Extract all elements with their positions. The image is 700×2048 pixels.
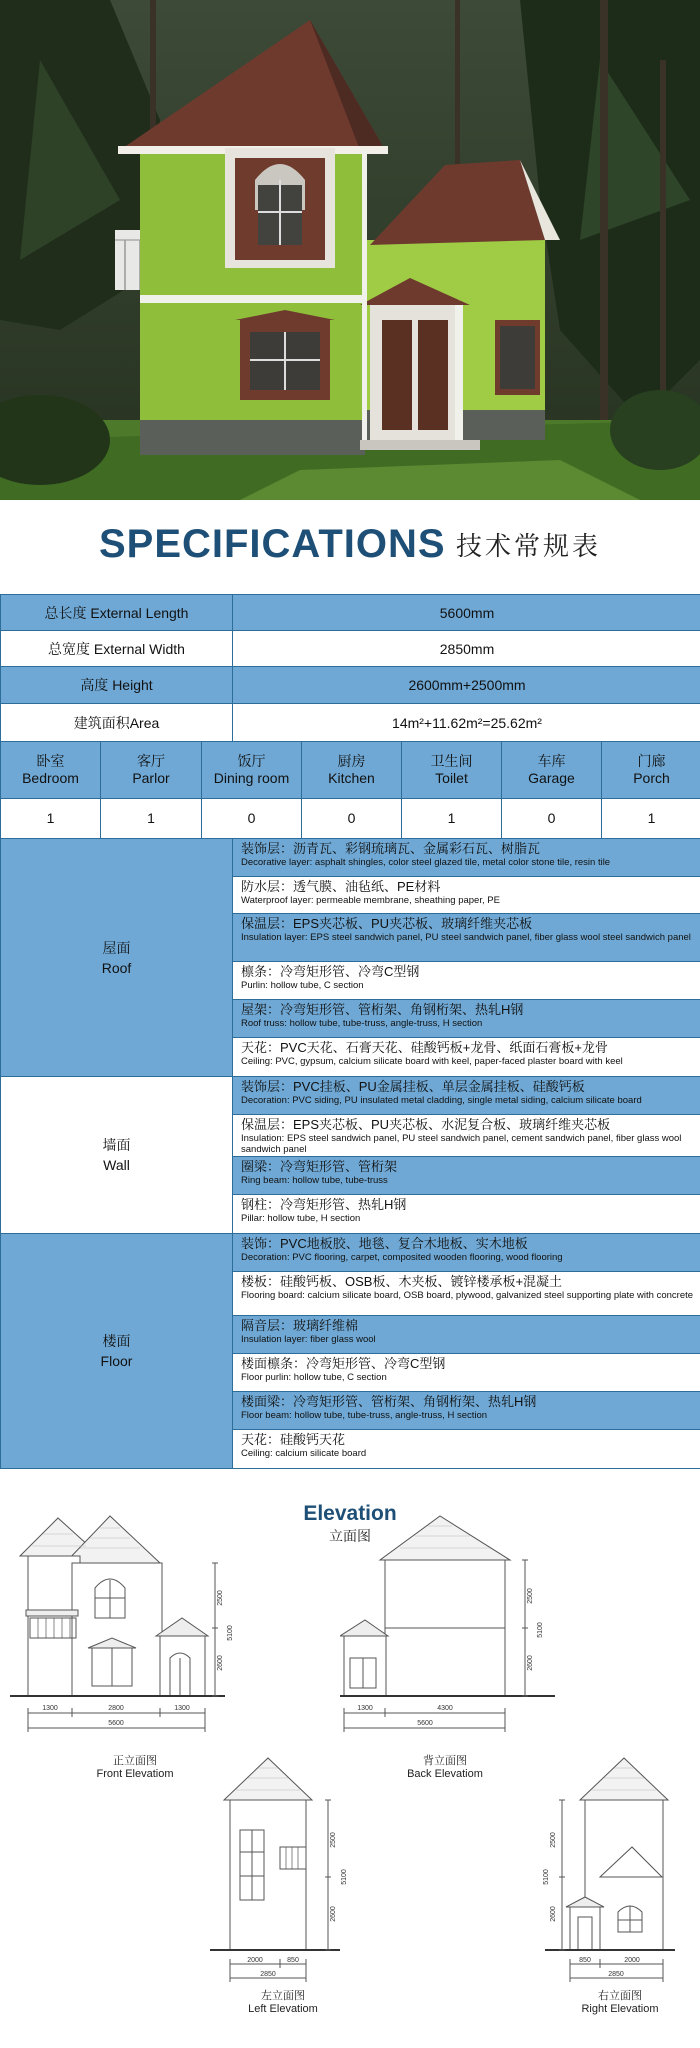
- back-elevation-caption: 背立面图 Back Elevatiom: [407, 1755, 483, 1780]
- dim-label: 2600: [527, 1655, 534, 1671]
- room-header: 卫生间 Toilet: [402, 742, 502, 798]
- spec-item: 保温层：EPS夹芯板、PU夹芯板、水泥复合板、玻璃纤维夹芯板 Insulation: EPS steel sandwich panel, PU steel sandwich panel, cement sandwich panel, fiber glass wool sandwich panel: [233, 1115, 700, 1157]
- spec-item: 装饰层：沥青瓦、彩钢琉璃瓦、金属彩石瓦、树脂瓦 Decorative layer: asphalt shingles, color steel glazed tile, metal color stone tile, resin tile: [233, 839, 700, 877]
- room-count: 0: [502, 799, 602, 838]
- dim-label: 5100: [227, 1625, 234, 1641]
- dim-label: 2600: [330, 1906, 337, 1922]
- room-count: 0: [202, 799, 302, 838]
- left-elevation-caption: 左立面图 Left Elevatiom: [248, 1990, 318, 2015]
- spec-row-width: [1, 631, 700, 667]
- front-elevation-drawing: [10, 1508, 240, 1768]
- room-count: 1: [402, 799, 502, 838]
- dim-label: 2000: [624, 1957, 640, 1964]
- spec-item: 装饰层：PVC挂板、PU金属挂板、单层金属挂板、硅酸钙板 Decoration: PVC siding, PU insulated metal cladding, single metal siding, calcium silicate board: [233, 1077, 700, 1115]
- room-header: 车库 Garage: [502, 742, 602, 798]
- wall-section: [1, 1077, 700, 1234]
- room-header: 厨房 Kitchen: [302, 742, 402, 798]
- dim-label: 5100: [543, 1869, 550, 1885]
- room-header: 饭厅 Dining room: [202, 742, 302, 798]
- dim-label: 2500: [550, 1832, 557, 1848]
- spec-item: 屋架：冷弯矩形管、管桁架、角钢桁架、热轧H钢 Roof truss: hollow tube, tube-truss, angle-truss, H section: [233, 1000, 700, 1038]
- dim-label: 2850: [260, 1971, 276, 1978]
- spec-value: 2600mm+2500mm: [408, 677, 526, 693]
- elevation-title-cn: 立面图: [329, 1528, 371, 1544]
- dim-label: 4300: [437, 1705, 453, 1712]
- dim-label: 2800: [108, 1705, 124, 1712]
- spec-item: 隔音层：玻璃纤维棉 Insulation layer: fiber glass wool: [233, 1316, 700, 1354]
- floor-section: [1, 1234, 700, 1469]
- left-elevation-drawing: [210, 1752, 380, 2002]
- room-count: 1: [1, 799, 101, 838]
- spec-label: 高度 Height: [1, 667, 233, 703]
- dim-label: 2600: [217, 1655, 224, 1671]
- dim-label: 2500: [217, 1590, 224, 1606]
- room-header: 客厅 Parlor: [101, 742, 202, 798]
- spec-item: 钢柱：冷弯矩形管、热轧H钢 Pillar: hollow tube, H section: [233, 1195, 700, 1233]
- dim-label: 1300: [42, 1705, 58, 1712]
- dim-label: 5100: [537, 1622, 544, 1638]
- dim-label: 1300: [174, 1705, 190, 1712]
- room-count: 1: [101, 799, 202, 838]
- spec-row-length: [1, 595, 700, 631]
- spec-item: 圈梁：冷弯矩形管、管桁架 Ring beam: hollow tube, tube-truss: [233, 1157, 700, 1195]
- spec-item: 楼面檩条：冷弯矩形管、冷弯C型钢 Floor purlin: hollow tube, C section: [233, 1354, 700, 1392]
- dim-label: 5600: [417, 1720, 433, 1727]
- back-elevation-drawing: [340, 1508, 570, 1768]
- spec-heading: [0, 522, 700, 582]
- roof-section-label: 屋面 Roof: [1, 839, 233, 1076]
- spec-table: [0, 594, 700, 1469]
- front-elevation-caption: 正立面图 Front Elevatiom: [96, 1755, 174, 1780]
- spec-item: 天花：PVC天花、石膏天花、硅酸钙板+龙骨、纸面石膏板+龙骨 Ceiling: PVC, gypsum, calcium silicate board with keel, paper-faced plaster board with keel: [233, 1038, 700, 1076]
- room-count: 1: [647, 810, 656, 826]
- dim-label: 850: [287, 1957, 299, 1964]
- dim-label: 1300: [357, 1705, 373, 1712]
- right-elevation-caption: 右立面图 Right Elevatiom: [581, 1990, 659, 2015]
- dim-label: 5600: [108, 1720, 124, 1727]
- dim-label: 850: [579, 1957, 591, 1964]
- dim-label: 5100: [341, 1869, 348, 1885]
- floor-section-label: 楼面 Floor: [1, 1234, 233, 1468]
- room-header: 卧室 Bedroom: [1, 742, 101, 798]
- spec-item: 保温层：EPS夹芯板、PU夹芯板、玻璃纤维夹芯板 Insulation layer: EPS steel sandwich panel, PU steel sandwich panel, fiber glass wool steel sandwich panel: [233, 914, 700, 962]
- spec-row-height: [1, 667, 700, 704]
- spec-label: 总宽度 External Width: [1, 631, 233, 666]
- spec-item: 天花：硅酸钙天花 Ceiling: calcium silicate board: [233, 1430, 700, 1468]
- spec-item: 楼板：硅酸钙板、OSB板、木夹板、镀锌楼承板+混凝土 Flooring board: calcium silicate board, OSB board, plywood, galvanized steel supporting plate with concrete: [233, 1272, 700, 1316]
- room-header: 门廊 Porch: [633, 753, 670, 786]
- spec-label: 总长度 External Length: [1, 595, 233, 630]
- house-photo: [0, 0, 700, 500]
- room-count: 0: [302, 799, 402, 838]
- spec-value: 2850mm: [439, 640, 495, 657]
- spec-heading-en: SPECIFICATIONS: [98, 522, 446, 566]
- wall-section-label: 墙面 Wall: [1, 1077, 233, 1233]
- rooms-count-row: [1, 799, 700, 839]
- dim-label: 2600: [550, 1906, 557, 1922]
- spec-heading-cn: 技术常规表: [456, 531, 602, 561]
- rooms-header-row: [1, 742, 700, 799]
- roof-section: [1, 839, 700, 1077]
- spec-item: 防水层：透气膜、油毡纸、PE材料 Waterproof layer: permeable membrane, sheathing paper, PE: [233, 877, 700, 914]
- dim-label: 2000: [247, 1957, 263, 1964]
- dim-label: 2500: [527, 1588, 534, 1604]
- right-elevation-drawing: [540, 1752, 700, 2002]
- dim-label: 2500: [330, 1832, 337, 1848]
- spec-label: 建筑面积Area: [1, 704, 233, 741]
- spec-item: 檩条：冷弯矩形管、冷弯C型钢 Purlin: hollow tube, C section: [233, 962, 700, 1000]
- spec-row-area: [1, 704, 700, 742]
- elevation-title-en: Elevation: [303, 1502, 397, 1525]
- spec-value: 5600mm: [439, 604, 495, 621]
- dim-label: 2850: [608, 1971, 624, 1978]
- spec-item: 装饰：PVC地板胶、地毯、复合木地板、实木地板 Decoration: PVC flooring, carpet, composited wooden flooring, wood flooring: [233, 1234, 700, 1272]
- spec-item: 楼面梁：冷弯矩形管、管桁架、角钢桁架、热轧H钢 Floor beam: hollow tube, tube-truss, angle-truss, H section: [233, 1392, 700, 1430]
- spec-value: 14m²+11.62m²=25.62m²: [392, 714, 542, 731]
